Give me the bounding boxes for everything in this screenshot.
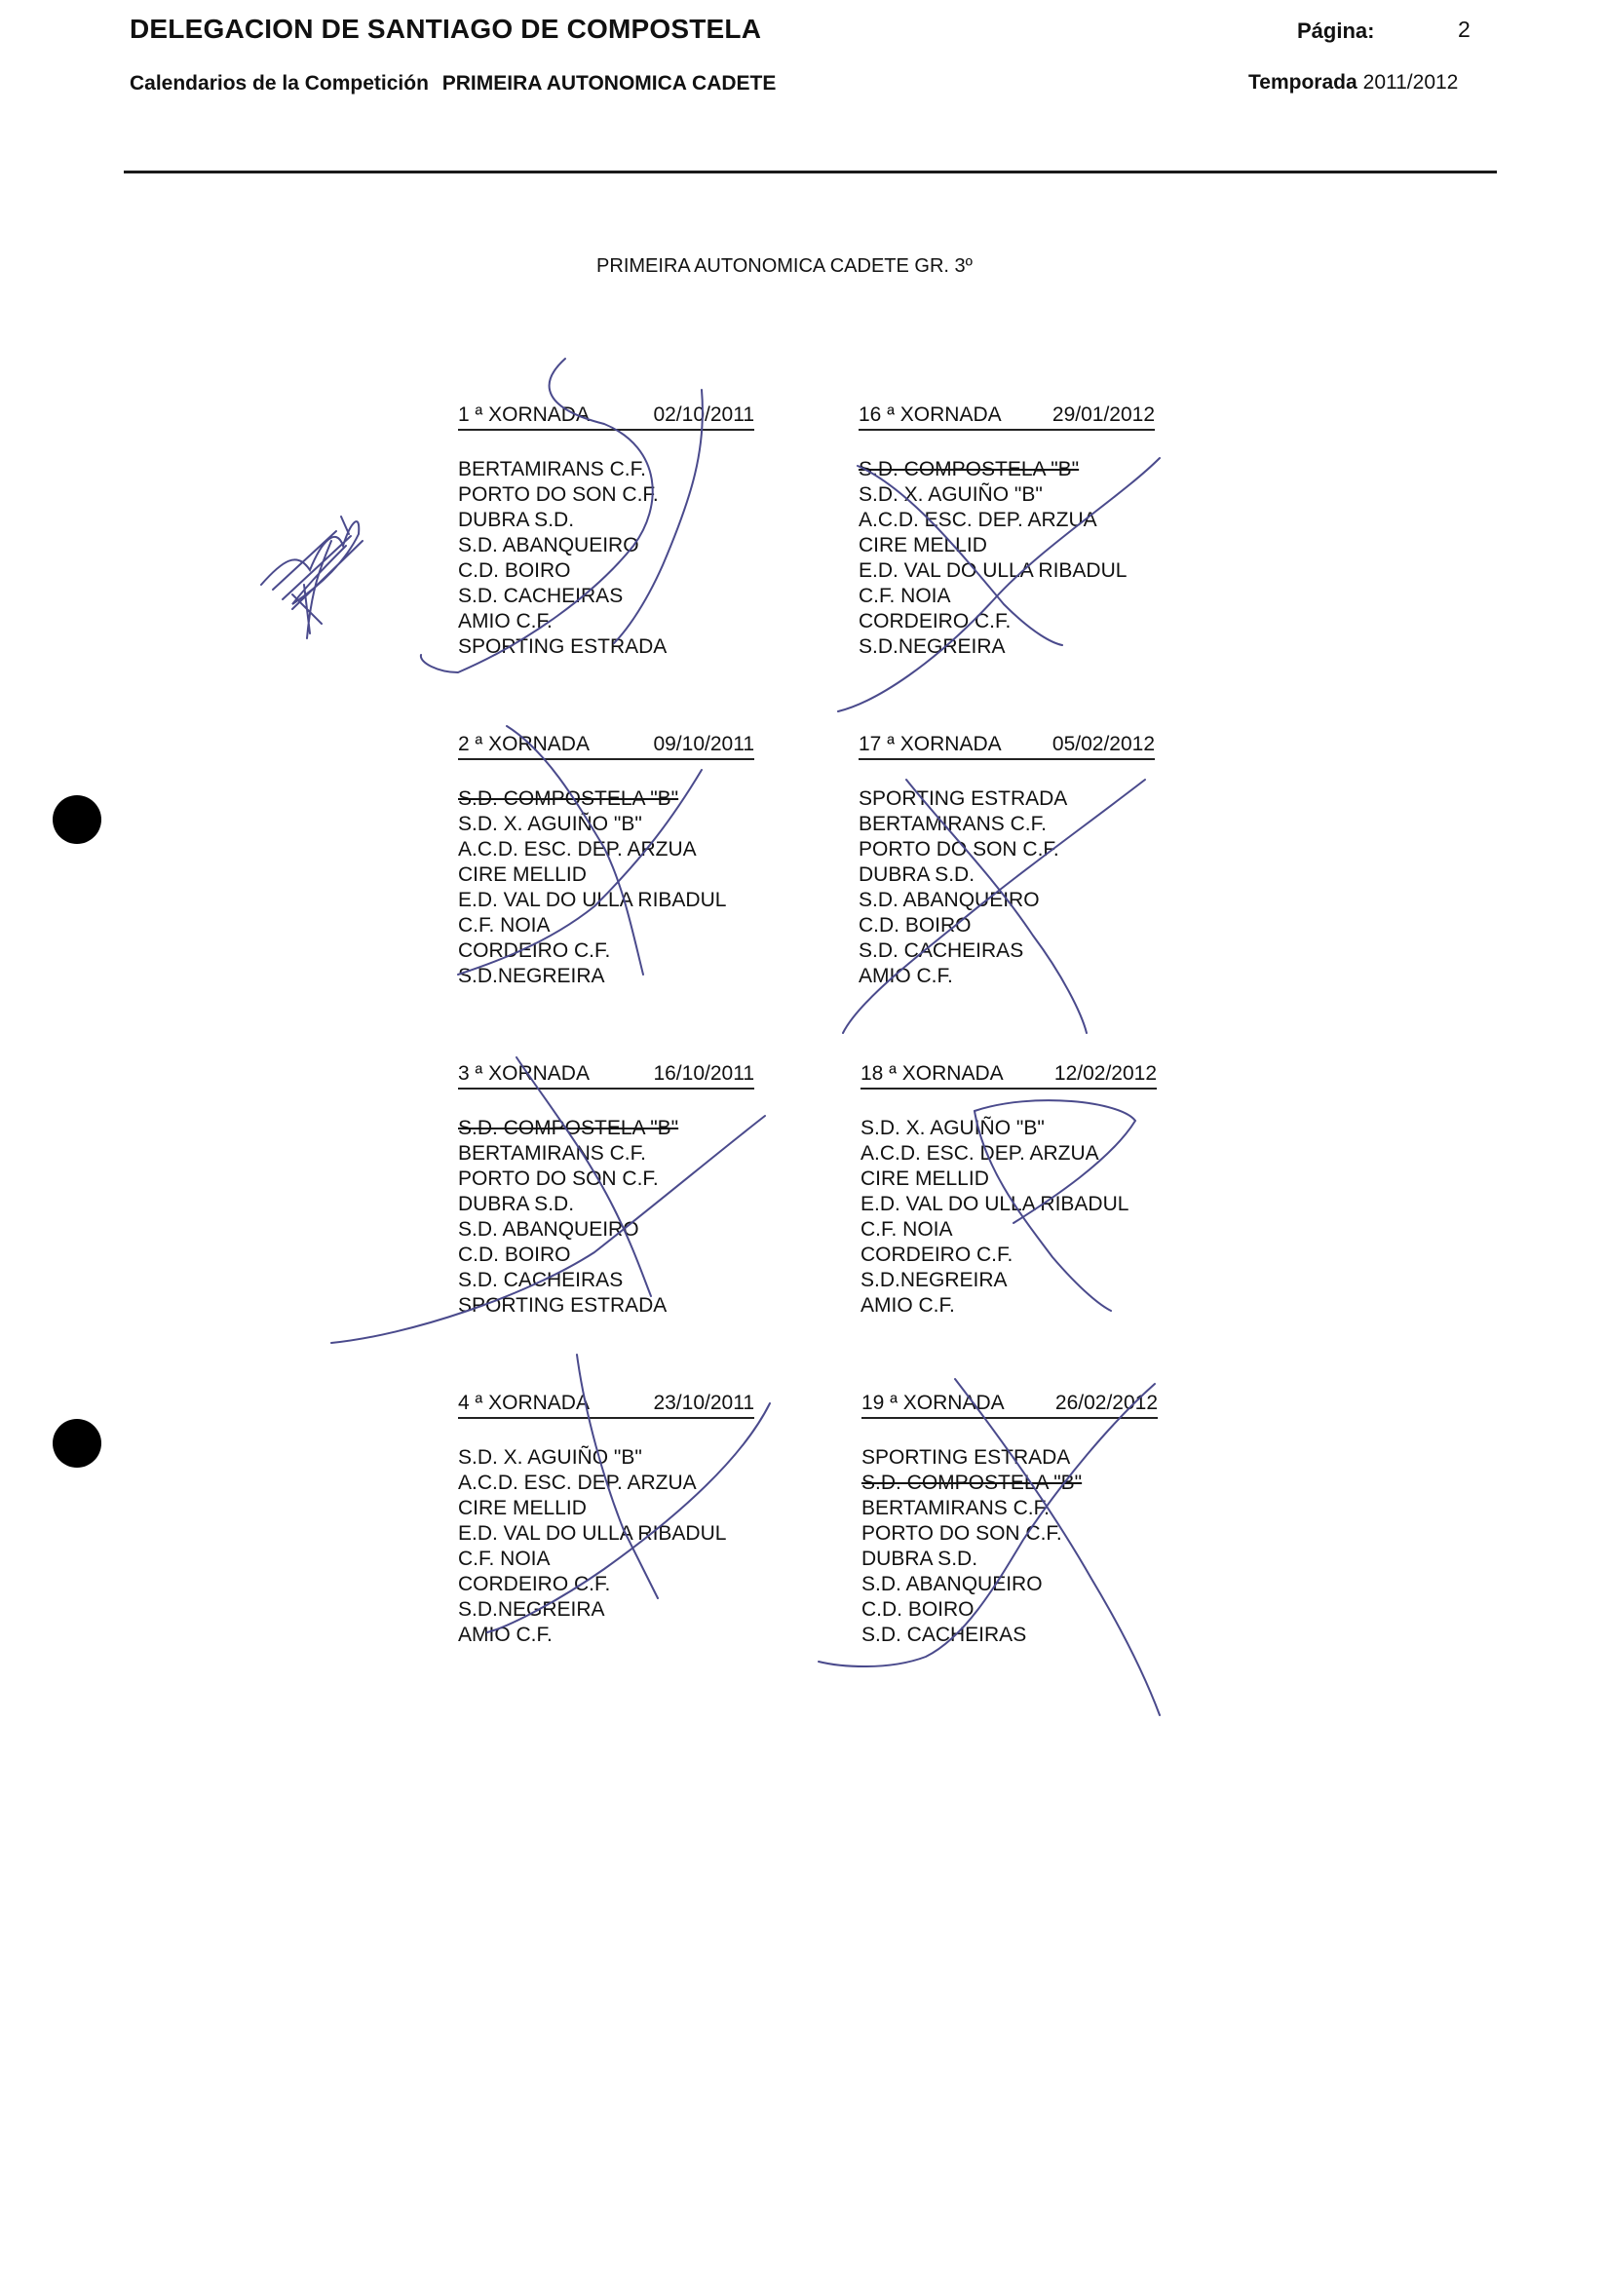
season-label: Temporada [1248, 71, 1357, 94]
round-block [458, 733, 754, 989]
team-entry: C.F. NOIA [859, 585, 951, 607]
round-header [861, 1392, 1158, 1419]
round-header [859, 403, 1155, 431]
season-value: 2011/2012 [1362, 71, 1459, 94]
round-name: 4 ª XORNADA [458, 1392, 590, 1414]
team-entry: S.D. ABANQUEIRO [861, 1573, 1043, 1595]
team-entry: BERTAMIRANS C.F. [458, 1142, 646, 1165]
team-entry: DUBRA S.D. [458, 509, 575, 531]
team-entry: C.D. BOIRO [458, 1244, 571, 1266]
team-list [458, 457, 754, 660]
team-entry: S.D. COMPOSTELA "B" [861, 1472, 1083, 1494]
team-entry: E.D. VAL DO ULLA RIBADUL [458, 889, 727, 911]
team-entry: A.C.D. ESC. DEP. ARZUA [458, 1472, 697, 1494]
round-name: 1 ª XORNADA [458, 403, 590, 426]
team-entry: C.F. NOIA [458, 1548, 551, 1570]
team-entry: S.D. CACHEIRAS [458, 585, 624, 607]
team-entry: DUBRA S.D. [861, 1548, 978, 1570]
team-entry: AMIO C.F. [458, 610, 553, 632]
team-entry: PORTO DO SON C.F. [861, 1522, 1062, 1545]
team-entry: AMIO C.F. [458, 1624, 553, 1646]
signature-scribble [261, 517, 363, 638]
team-entry: PORTO DO SON C.F. [458, 483, 659, 506]
team-entry: CIRE MELLID [859, 534, 987, 556]
round-date: 26/02/2012 [1054, 1392, 1158, 1414]
team-entry: S.D. ABANQUEIRO [458, 534, 639, 556]
team-entry: S.D.NEGREIRA [458, 965, 605, 987]
round-name: 3 ª XORNADA [458, 1062, 590, 1085]
group-title: PRIMEIRA AUTONOMICA CADETE GR. 3º [596, 255, 973, 277]
team-entry: S.D. COMPOSTELA "B" [458, 787, 679, 810]
round-header [458, 1392, 754, 1419]
team-entry: CIRE MELLID [458, 1497, 587, 1519]
team-entry: C.F. NOIA [860, 1218, 953, 1241]
team-entry: CORDEIRO C.F. [860, 1244, 1013, 1266]
team-entry: SPORTING ESTRADA [458, 635, 668, 658]
team-entry: S.D. CACHEIRAS [859, 939, 1024, 962]
team-entry: C.D. BOIRO [859, 914, 972, 937]
team-entry: S.D.NEGREIRA [458, 1598, 605, 1621]
team-list [861, 1445, 1158, 1648]
team-entry: S.D. COMPOSTELA "B" [859, 458, 1080, 480]
team-entry: E.D. VAL DO ULLA RIBADUL [860, 1193, 1129, 1215]
team-entry: S.D. X. AGUIÑO "B" [458, 1446, 642, 1469]
team-entry: SPORTING ESTRADA [861, 1446, 1071, 1469]
team-entry: AMIO C.F. [860, 1294, 955, 1317]
header-rule [124, 171, 1497, 173]
team-entry: S.D. X. AGUIÑO "B" [458, 813, 642, 835]
team-list [458, 1445, 754, 1648]
round-name: 19 ª XORNADA [861, 1392, 1005, 1414]
team-list [860, 1116, 1157, 1319]
team-entry: DUBRA S.D. [458, 1193, 575, 1215]
round-block [458, 1062, 754, 1319]
round-block [458, 1392, 754, 1648]
calendar-subtitle [130, 72, 776, 96]
team-entry: C.F. NOIA [458, 914, 551, 937]
organization-title: DELEGACION DE SANTIAGO DE COMPOSTELA [130, 14, 762, 44]
round-date: 02/10/2011 [653, 403, 754, 426]
team-entry: CORDEIRO C.F. [859, 610, 1012, 632]
team-list [859, 786, 1155, 989]
round-header [860, 1062, 1157, 1090]
team-entry: A.C.D. ESC. DEP. ARZUA [458, 838, 697, 861]
round-block [861, 1392, 1158, 1648]
round-date: 05/02/2012 [1052, 733, 1155, 755]
round-block [859, 403, 1155, 660]
team-entry: C.D. BOIRO [861, 1598, 975, 1621]
team-entry: PORTO DO SON C.F. [458, 1167, 659, 1190]
team-entry: A.C.D. ESC. DEP. ARZUA [860, 1142, 1099, 1165]
round-date: 29/01/2012 [1052, 403, 1155, 426]
team-entry: BERTAMIRANS C.F. [458, 458, 646, 480]
team-entry: S.D. X. AGUIÑO "B" [859, 483, 1043, 506]
round-block [458, 403, 754, 660]
team-entry: PORTO DO SON C.F. [859, 838, 1059, 861]
round-block [860, 1062, 1157, 1319]
team-entry: S.D. ABANQUEIRO [859, 889, 1040, 911]
season-info [1248, 71, 1458, 95]
round-block [859, 733, 1155, 989]
team-entry: A.C.D. ESC. DEP. ARZUA [859, 509, 1097, 531]
round-header [458, 1062, 754, 1090]
team-entry: CORDEIRO C.F. [458, 1573, 611, 1595]
team-entry: C.D. BOIRO [458, 559, 571, 582]
round-header [458, 733, 754, 760]
team-entry: SPORTING ESTRADA [458, 1294, 668, 1317]
round-header [458, 403, 754, 431]
team-entry: S.D. COMPOSTELA "B" [458, 1117, 679, 1139]
team-entry: AMIO C.F. [859, 965, 953, 987]
round-date: 23/10/2011 [653, 1392, 754, 1414]
team-entry: BERTAMIRANS C.F. [859, 813, 1047, 835]
round-name: 18 ª XORNADA [860, 1062, 1004, 1085]
team-entry: CIRE MELLID [860, 1167, 989, 1190]
page-number: 2 [1458, 17, 1471, 42]
team-entry: E.D. VAL DO ULLA RIBADUL [458, 1522, 727, 1545]
round-date: 12/02/2012 [1053, 1062, 1157, 1085]
team-entry: S.D.NEGREIRA [859, 635, 1006, 658]
team-entry: S.D. CACHEIRAS [861, 1624, 1027, 1646]
round-header [859, 733, 1155, 760]
team-list [458, 1116, 754, 1319]
round-name: 16 ª XORNADA [859, 403, 1002, 426]
competition-name: PRIMEIRA AUTONOMICA CADETE [441, 72, 777, 95]
team-entry: S.D.NEGREIRA [860, 1269, 1008, 1291]
round-date: 09/10/2011 [653, 733, 754, 755]
team-entry: BERTAMIRANS C.F. [861, 1497, 1050, 1519]
page-label: Página: [1297, 19, 1375, 43]
punch-hole [53, 1419, 101, 1468]
team-entry: S.D. CACHEIRAS [458, 1269, 624, 1291]
team-entry: CORDEIRO C.F. [458, 939, 611, 962]
team-list [859, 457, 1155, 660]
round-date: 16/10/2011 [653, 1062, 754, 1085]
punch-hole [53, 795, 101, 844]
team-entry: S.D. ABANQUEIRO [458, 1218, 639, 1241]
round-name: 2 ª XORNADA [458, 733, 590, 755]
team-entry: E.D. VAL DO ULLA RIBADUL [859, 559, 1128, 582]
team-entry: DUBRA S.D. [859, 863, 975, 886]
calendar-label: Calendarios de la Competición [130, 72, 429, 95]
team-entry: SPORTING ESTRADA [859, 787, 1068, 810]
team-list [458, 786, 754, 989]
team-entry: S.D. X. AGUIÑO "B" [860, 1117, 1045, 1139]
team-entry: CIRE MELLID [458, 863, 587, 886]
round-name: 17 ª XORNADA [859, 733, 1002, 755]
